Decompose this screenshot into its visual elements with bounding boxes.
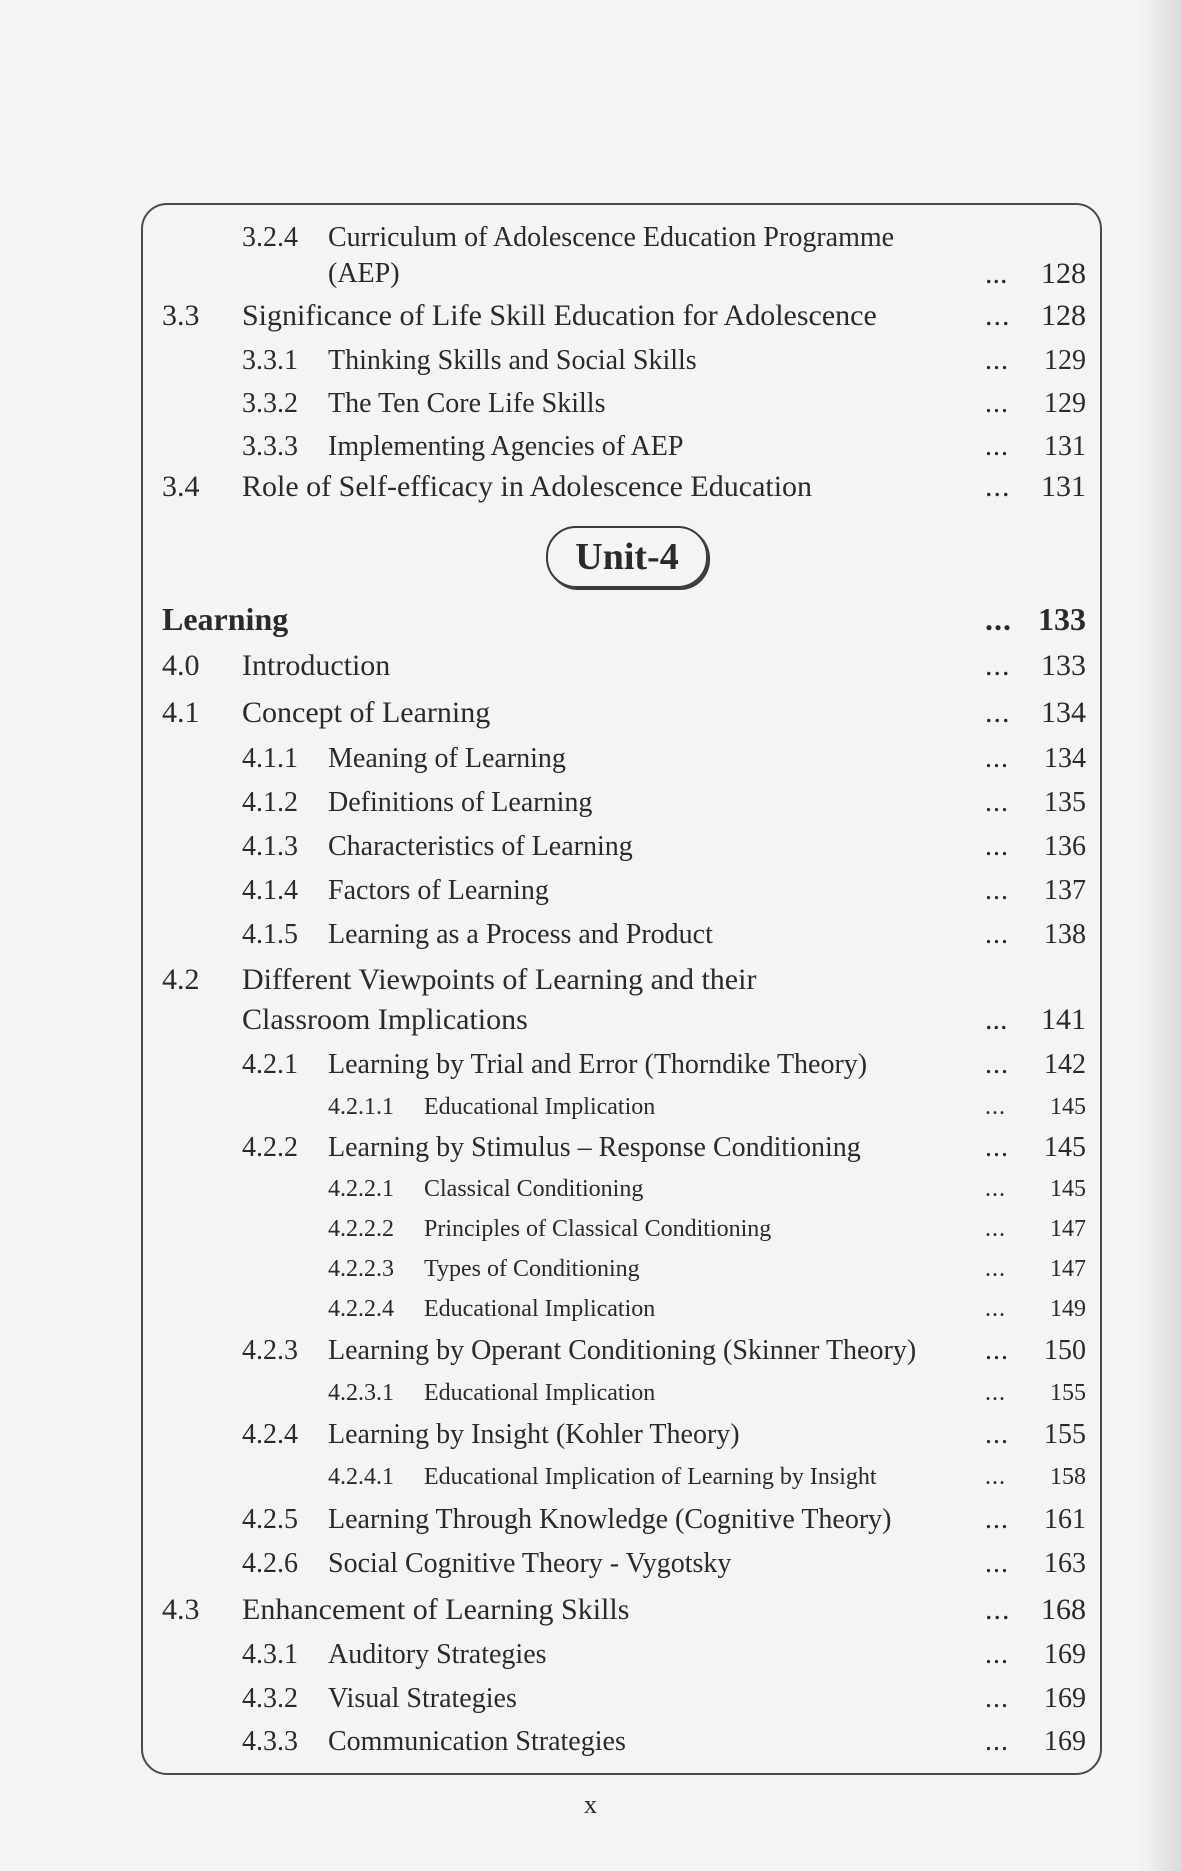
entry-page: 134 — [1044, 743, 1086, 774]
chapter-title: Learning — [162, 601, 289, 637]
chapter-page: 133 — [1038, 601, 1086, 637]
entry-page: 131 — [1044, 431, 1086, 462]
entry-number: 4.1.2 — [242, 787, 298, 818]
toc-entry[interactable] — [0, 869, 1181, 913]
entry-number: 4.2.1.1 — [328, 1094, 394, 1120]
entry-title: Visual Strategies — [328, 1683, 517, 1714]
leader-dots: ... — [985, 1464, 1006, 1490]
entry-number: 3.3.2 — [242, 388, 298, 419]
entry-page: 147 — [1050, 1256, 1086, 1282]
entry-title: The Ten Core Life Skills — [328, 388, 606, 419]
entry-title: Role of Self-efficacy in Adolescence Education — [242, 470, 813, 503]
toc-entry[interactable] — [0, 691, 1181, 735]
toc-entry[interactable] — [0, 1413, 1181, 1457]
entry-number: 3.3.3 — [242, 431, 298, 462]
entry-page: 168 — [1041, 1593, 1086, 1626]
entry-number: 4.2 — [162, 963, 200, 996]
entry-page: 145 — [1050, 1176, 1086, 1202]
entry-title: Educational Implication — [424, 1296, 656, 1322]
entry-title: Enhancement of Learning Skills — [242, 1593, 630, 1626]
entry-page: 137 — [1044, 875, 1086, 906]
entry-page: 161 — [1044, 1504, 1086, 1535]
leader-dots: ... — [985, 1296, 1006, 1322]
entry-page: 155 — [1044, 1419, 1086, 1450]
leader-dots: ... — [985, 1094, 1006, 1120]
entry-title: Learning as a Process and Product — [328, 919, 713, 950]
toc-entry[interactable] — [0, 425, 1181, 469]
entry-number: 4.1.1 — [242, 743, 298, 774]
entry-title: Different Viewpoints of Learning and their — [242, 963, 757, 996]
entry-page: 128 — [1041, 257, 1086, 290]
toc-entry[interactable] — [0, 465, 1181, 509]
entry-page: 142 — [1044, 1049, 1086, 1080]
toc-entry[interactable] — [0, 1542, 1181, 1586]
toc-entry[interactable] — [0, 1455, 1181, 1499]
entry-number: 4.0 — [162, 649, 200, 682]
toc-entry[interactable] — [0, 1167, 1181, 1211]
entry-number: 4.2.2.4 — [328, 1296, 394, 1322]
toc-entry[interactable] — [0, 339, 1181, 383]
leader-dots: ... — [985, 345, 1009, 376]
leader-dots: ... — [985, 299, 1011, 332]
entry-page: 169 — [1044, 1726, 1086, 1757]
toc-entry[interactable] — [0, 737, 1181, 781]
toc-entry[interactable] — [0, 781, 1181, 825]
entry-page: 158 — [1050, 1464, 1086, 1490]
leader-dots: ... — [985, 1132, 1009, 1163]
leader-dots: ... — [985, 257, 1008, 290]
leader-dots: ... — [985, 1504, 1009, 1535]
entry-number: 4.2.2 — [242, 1132, 298, 1163]
entry-title: Learning by Operant Conditioning (Skinner Theory) — [328, 1335, 917, 1366]
entry-number: 4.1 — [162, 696, 200, 729]
entry-page: 136 — [1044, 831, 1086, 862]
leader-dots: ... — [985, 470, 1011, 503]
chapter-heading[interactable] — [0, 597, 1181, 641]
entry-number: 4.2.2.2 — [328, 1216, 394, 1242]
entry-number: 4.2.3.1 — [328, 1380, 394, 1406]
unit-badge: Unit-4 — [546, 526, 708, 588]
leader-dots: ... — [985, 1419, 1009, 1450]
entry-title: Learning by Stimulus – Response Conditioning — [328, 1132, 861, 1163]
toc-entry[interactable] — [0, 1498, 1181, 1542]
entry-title: Thinking Skills and Social Skills — [328, 345, 697, 376]
toc-entry[interactable] — [0, 1085, 1181, 1129]
entry-title: Communication Strategies — [328, 1726, 626, 1757]
toc-entry-continuation[interactable] — [0, 998, 1181, 1042]
leader-dots: ... — [985, 1548, 1009, 1579]
toc-entry[interactable] — [0, 1633, 1181, 1677]
entry-number: 4.2.5 — [242, 1504, 298, 1535]
toc-entry[interactable] — [0, 825, 1181, 869]
leader-dots: ... — [985, 601, 1012, 637]
entry-number: 4.2.3 — [242, 1335, 298, 1366]
entry-page: 149 — [1050, 1296, 1086, 1322]
entry-title: Classical Conditioning — [424, 1176, 644, 1202]
toc-entry[interactable] — [0, 1287, 1181, 1331]
entry-number: 4.2.4 — [242, 1419, 298, 1450]
entry-title: Educational Implication — [424, 1094, 656, 1120]
entry-number: 4.3.2 — [242, 1683, 298, 1714]
entry-page: 138 — [1044, 919, 1086, 950]
entry-title: Learning by Insight (Kohler Theory) — [328, 1419, 740, 1450]
entry-title: Educational Implication — [424, 1380, 656, 1406]
entry-title: Characteristics of Learning — [328, 831, 633, 862]
toc-entry[interactable] — [0, 1720, 1181, 1764]
leader-dots: ... — [985, 1256, 1006, 1282]
leader-dots: ... — [985, 1049, 1009, 1080]
leader-dots: ... — [985, 831, 1009, 862]
entry-page: 169 — [1044, 1683, 1086, 1714]
leader-dots: ... — [985, 696, 1011, 729]
entry-number: 4.2.2.3 — [328, 1256, 394, 1282]
leader-dots: ... — [985, 919, 1009, 950]
entry-number: 3.3 — [162, 299, 200, 332]
leader-dots: ... — [985, 1639, 1009, 1670]
entry-page: 129 — [1044, 388, 1086, 419]
leader-dots: ... — [985, 388, 1009, 419]
entry-page: 169 — [1044, 1639, 1086, 1670]
entry-number: 4.3.1 — [242, 1639, 298, 1670]
entry-page: 135 — [1044, 787, 1086, 818]
entry-number: 4.2.6 — [242, 1548, 298, 1579]
leader-dots: ... — [985, 1335, 1009, 1366]
entry-number: 4.1.5 — [242, 919, 298, 950]
entry-number: 4.2.4.1 — [328, 1464, 394, 1490]
entry-number: 3.3.1 — [242, 345, 298, 376]
toc-entry[interactable] — [0, 913, 1181, 957]
entry-page: 133 — [1041, 649, 1086, 682]
entry-title: Definitions of Learning — [328, 787, 593, 818]
entry-title: Curriculum of Adolescence Education Programme — [328, 222, 895, 253]
entry-title: Meaning of Learning — [328, 743, 566, 774]
entry-page: 129 — [1044, 345, 1086, 376]
entry-number: 4.3.3 — [242, 1726, 298, 1757]
leader-dots: ... — [985, 1593, 1011, 1626]
toc-entry[interactable] — [0, 1126, 1181, 1170]
entry-title: Auditory Strategies — [328, 1639, 547, 1670]
leader-dots: ... — [985, 743, 1009, 774]
entry-title: Social Cognitive Theory - Vygotsky — [328, 1548, 732, 1579]
entry-page: 145 — [1044, 1132, 1086, 1163]
leader-dots: ... — [985, 787, 1009, 818]
entry-title: Learning by Trial and Error (Thorndike Theory) — [328, 1049, 868, 1080]
entry-page: 128 — [1041, 299, 1086, 332]
entry-number: 4.2.2.1 — [328, 1176, 394, 1202]
toc-entry[interactable] — [0, 1371, 1181, 1415]
entry-title: Types of Conditioning — [424, 1256, 640, 1282]
toc-entry[interactable] — [0, 382, 1181, 426]
leader-dots: ... — [985, 1003, 1008, 1036]
entry-page: 145 — [1050, 1094, 1086, 1120]
leader-dots: ... — [985, 431, 1009, 462]
toc-entry[interactable] — [0, 958, 1181, 1002]
toc-entry[interactable] — [0, 1247, 1181, 1291]
entry-title-continued: (AEP) — [328, 258, 400, 289]
entry-title: Introduction — [242, 649, 391, 682]
toc-entry[interactable] — [0, 1588, 1181, 1632]
page-number: x — [584, 1790, 597, 1819]
leader-dots: ... — [985, 1176, 1006, 1202]
leader-dots: ... — [985, 1216, 1006, 1242]
leader-dots: ... — [985, 1683, 1009, 1714]
entry-title-continued: Classroom Implications — [242, 1003, 528, 1036]
toc-entry[interactable] — [0, 1043, 1181, 1087]
entry-page: 150 — [1044, 1335, 1086, 1366]
entry-title: Concept of Learning — [242, 696, 491, 729]
entry-title: Implementing Agencies of AEP — [328, 431, 684, 462]
toc-entry[interactable] — [0, 1207, 1181, 1251]
entry-number: 4.1.3 — [242, 831, 298, 862]
entry-number: 4.3 — [162, 1593, 200, 1626]
entry-title: Learning Through Knowledge (Cognitive Theory) — [328, 1504, 892, 1535]
entry-number: 3.2.4 — [242, 222, 298, 253]
toc-entry[interactable] — [0, 644, 1181, 688]
leader-dots: ... — [985, 875, 1009, 906]
entry-page: 147 — [1050, 1216, 1086, 1242]
leader-dots: ... — [985, 1380, 1006, 1406]
entry-page: 163 — [1044, 1548, 1086, 1579]
entry-number: 4.2.1 — [242, 1049, 298, 1080]
entry-number: 4.1.4 — [242, 875, 298, 906]
entry-title: Significance of Life Skill Education for Adolescence — [242, 299, 877, 332]
toc-entry[interactable] — [0, 294, 1181, 338]
entry-page: 155 — [1050, 1380, 1086, 1406]
entry-page: 141 — [1041, 1003, 1086, 1036]
entry-page: 134 — [1041, 696, 1086, 729]
entry-title: Factors of Learning — [328, 875, 549, 906]
leader-dots: ... — [985, 649, 1011, 682]
toc-entry[interactable] — [0, 1329, 1181, 1373]
entry-title: Educational Implication of Learning by Insight — [424, 1464, 877, 1490]
toc-entry[interactable] — [0, 1677, 1181, 1721]
entry-number: 3.4 — [162, 470, 200, 503]
toc-entry-continuation[interactable] — [0, 252, 1181, 296]
entry-page: 131 — [1041, 470, 1086, 503]
entry-title: Principles of Classical Conditioning — [424, 1216, 772, 1242]
leader-dots: ... — [985, 1726, 1009, 1757]
